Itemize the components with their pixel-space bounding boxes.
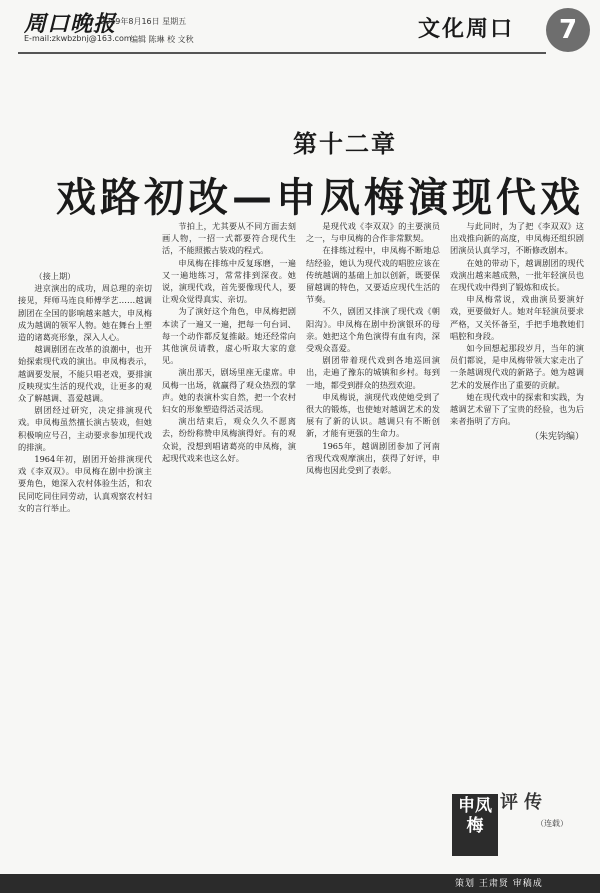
section-title: 文化周口 [418, 17, 515, 42]
paragraph: 申凤梅在排练中反复琢磨，一遍又一遍地练习，常常排到深夜。她说，演现代戏，首先要像现代人，要让观众觉得真实、亲切。 [162, 257, 296, 305]
paragraph: 申凤梅常说，戏曲演员要演好戏，更要做好人。她对年轻演员要求严格，又关怀备至，手把手地教她们唱腔和身段。 [450, 294, 584, 341]
paragraph: 如今回想起那段岁月，当年的演员们都说，是申凤梅带领大家走出了一条越调现代戏的新路子。她为越调艺术的发展作出了重要的贡献。 [450, 343, 584, 390]
article-body [18, 221, 584, 818]
article-column-1 [18, 268, 152, 818]
paragraph: 是现代戏《李双双》的主要演员之一，与申凤梅的合作非常默契。 [306, 221, 440, 244]
paragraph: 剧团经过研究，决定排演现代戏。申凤梅虽然擅长演古装戏，但她积极响应号召，主动要求参加现代戏的排演。 [18, 405, 152, 452]
series-subtitle: （连载） [536, 819, 568, 828]
paragraph: 在她的带动下，越调剧团的现代戏演出越来越成熟，一批年轻演员也在现代戏中得到了锻炼和成长。 [450, 257, 584, 293]
paragraph: 她在现代戏中的探索和实践，为越调艺术留下了宝贵的经验，也为后来者指明了方向。 [450, 391, 584, 427]
paragraph: 剧团带着现代戏到各地巡回演出，走遍了豫东的城镇和乡村。每到一地，都受到群众的热烈欢迎。 [306, 355, 440, 390]
footer-credit: 策划 王肃贤 审稿成 [455, 879, 543, 889]
series-column-logo [440, 780, 588, 886]
paragraph: 节拍上，尤其要从不同方面去刻画人物，一招一式都要符合现代生活，不能照搬古装戏的程式。 [162, 221, 296, 256]
paragraph: 进京演出的成功，周总理的亲切接见，拜师马连良师傅学艺……越调剧团在全国的影响越来越大，申凤梅成为越调的领军人物。她在舞台上塑造的诸葛亮形象，深入人心。 [18, 283, 152, 343]
paragraph: 演出结束后，观众久久不愿离去，纷纷称赞申凤梅演得好。有的观众说，没想到唱诸葛亮的申凤梅，演起现代戏来也这么好。 [162, 416, 296, 463]
author-note: （朱宪钧编） [529, 432, 584, 443]
page-header [0, 0, 600, 60]
paragraph: 1965年，越调剧团参加了河南省现代戏观摩演出，获得了好评，申凤梅也因此受到了表彰。 [306, 440, 440, 476]
paragraph: 与此同时，为了把《李双双》这出戏推向新的高度，申凤梅还组织剧团演员认真学习，不断修改剧本。 [450, 221, 584, 256]
article-column-3 [306, 220, 440, 818]
series-title: 评传 [500, 792, 548, 813]
paragraph: 不久，剧团又排演了现代戏《朝阳沟》。申凤梅在剧中扮演银环的母亲。她把这个角色演得有血有肉，深受观众喜爱。 [306, 306, 440, 354]
chapter-label: 第十二章 [293, 130, 397, 158]
header-divider [18, 52, 546, 54]
paragraph: 在排练过程中，申凤梅不断地总结经验，她认为现代戏的唱腔应该在传统越调的基础上加以创新，既要保留越调的特色，又要适应现代生活的节奏。 [306, 245, 440, 305]
contact-email: E-mail:zkwbzbnj@163.com [24, 34, 132, 43]
paragraph: （接上期） [34, 271, 76, 281]
paragraph: 越调剧团在改革的浪潮中，也开始探索现代戏的演出。申凤梅表示，越调要发展，不能只唱老戏，要排演反映现实生活的现代戏，让更多的观众了解越调、喜爱越调。 [18, 344, 152, 404]
newspaper-masthead: 周口晚报 [24, 11, 117, 37]
editor-credits: 编辑 陈琳 校 文秋 [130, 35, 194, 44]
paragraph: 申凤梅说，演现代戏使她受到了很大的锻炼，也使她对越调艺术的发展有了新的认识。越调只有不断创新，才能有更强的生命力。 [306, 391, 440, 439]
article-column-4 [450, 220, 584, 818]
paragraph: 1964年初，剧团开始排演现代戏《李双双》。申凤梅在剧中扮演主要角色，她深入农村体验生活，和农民同吃同住同劳动，认真观察农村妇女的言行举止。 [18, 454, 152, 513]
page-number-badge: 7 [546, 8, 590, 52]
publication-date: 2019年8月16日 星期五 [100, 17, 187, 26]
name-seal: 申凤梅 [452, 794, 498, 856]
paragraph: 为了演好这个角色，申凤梅把剧本读了一遍又一遍，把每一句台词、每一个动作都反复推敲。她还经常向其他演员请教，虚心听取大家的意见。 [162, 306, 296, 366]
article-column-2 [162, 220, 296, 818]
article-headline: 戏路初改—申凤梅演现代戏 [56, 175, 584, 221]
paragraph: 演出那天，剧场里座无虚席。申凤梅一出场，就赢得了观众热烈的掌声。她的表演朴实自然，把一个农村妇女的形象塑造得活灵活现。 [162, 367, 296, 415]
